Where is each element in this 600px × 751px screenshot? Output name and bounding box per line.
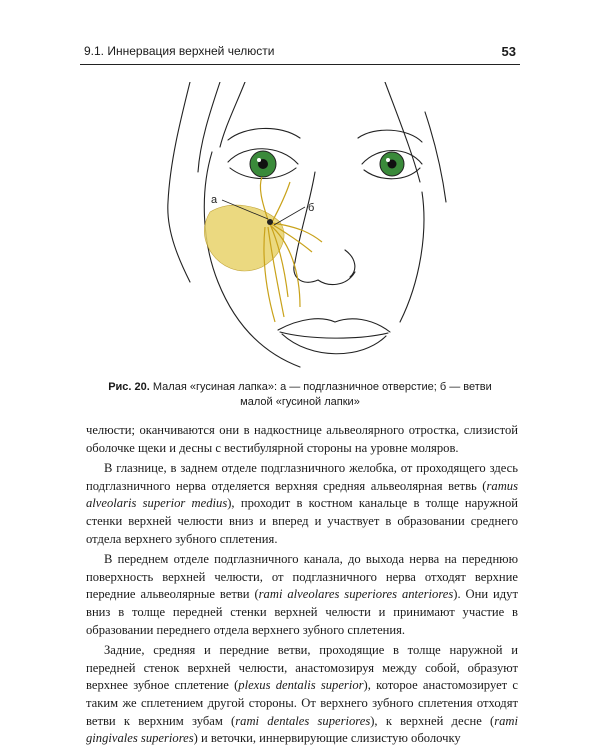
paragraph-text: ) и веточки, иннервирующие слизистую оболочку	[193, 731, 461, 746]
left-eyebrow	[228, 128, 300, 140]
lower-lip	[282, 334, 386, 354]
figure-face-illustration	[150, 82, 450, 374]
marker-b: б	[308, 202, 315, 214]
body-text	[86, 422, 518, 751]
left-eye-highlight	[257, 158, 261, 162]
latin-term: rami alveolares superiores anteriores	[258, 587, 454, 602]
latin-term: rami dentales superiores	[235, 713, 371, 728]
right-eyebrow	[358, 130, 422, 142]
paragraph-text: ), которое анастомозирует с таким же сплетением другой стороны. От верхнего зубного сплетения отходят ветви к верхним зубам (	[86, 678, 518, 728]
paragraph-text: В глазнице, в заднем отделе подглазничного желобка, от проходящего здесь подглазничного нерва отделяется верхняя средняя альвеолярная ветвь (	[86, 461, 518, 493]
nostril-right	[345, 250, 355, 277]
marker-a: а	[211, 194, 218, 206]
caption-text: Малая «гусиная лапка»: а — подглазничное отверстие; б — ветви малой «гусиной лапки»	[152, 381, 492, 408]
running-head	[80, 44, 520, 62]
paragraph-text: В переднем отделе подглазничного канала, до выхода нерва на переднюю поверхность верхней челюсти, от подглазничного нерва отходят верхние передние альвеолярные ветви (	[86, 552, 518, 602]
right-eye-highlight	[386, 158, 390, 162]
upper-lip	[278, 319, 390, 332]
nose-bridge	[295, 172, 315, 262]
right-cheek-contour	[400, 192, 424, 322]
paragraph-text: ). Они идут вниз в толще передней стенки верхней челюсти и принимают участие в образовании переднего отдела верхнего зубного сплетения.	[86, 587, 518, 637]
paragraph-text: челюсти; оканчиваются они в надкостнице альвеолярного отростка, слизистой оболочке щеки и десны с вестибулярной стороны на уровне моляров.	[86, 423, 518, 455]
paragraph-text: Задние, средняя и передние ветви, проходящие в толще наружной и передней стенок верхней челюсти, анастомозируя между собой, образуют верхнее зубное сплетение (	[86, 643, 518, 693]
header-rule	[80, 64, 520, 65]
nose-tip	[294, 262, 355, 285]
figure-caption	[95, 380, 505, 410]
page-number: 53	[501, 44, 516, 59]
latin-term: ramus alveolaris superior medius	[86, 478, 518, 511]
hair-strand	[425, 112, 446, 202]
nerve-region	[204, 205, 284, 271]
paragraph	[86, 551, 518, 639]
paragraph-text: ), к верхней десне (	[370, 713, 495, 728]
caption-label: Рис. 20.	[108, 381, 150, 393]
face-drawing	[150, 82, 450, 374]
hair-strand	[198, 82, 220, 172]
hair-strand	[168, 82, 190, 282]
latin-term: rami gingivales superiores	[86, 713, 519, 746]
section-title: 9.1. Иннервация верхней челюсти	[84, 44, 275, 58]
paragraph-text: ), проходит в костном канальце в толще наружной стенки верхней челюсти вниз и вперед и участвует в образовании среднего отдела верхнего зубного сплетения.	[86, 496, 518, 546]
paragraph	[86, 422, 518, 457]
paragraph	[86, 460, 518, 548]
latin-term: plexus dentalis superior	[238, 678, 364, 693]
infraorbital-foramen	[267, 219, 273, 225]
lip-line	[280, 332, 388, 338]
paragraph	[86, 642, 518, 748]
